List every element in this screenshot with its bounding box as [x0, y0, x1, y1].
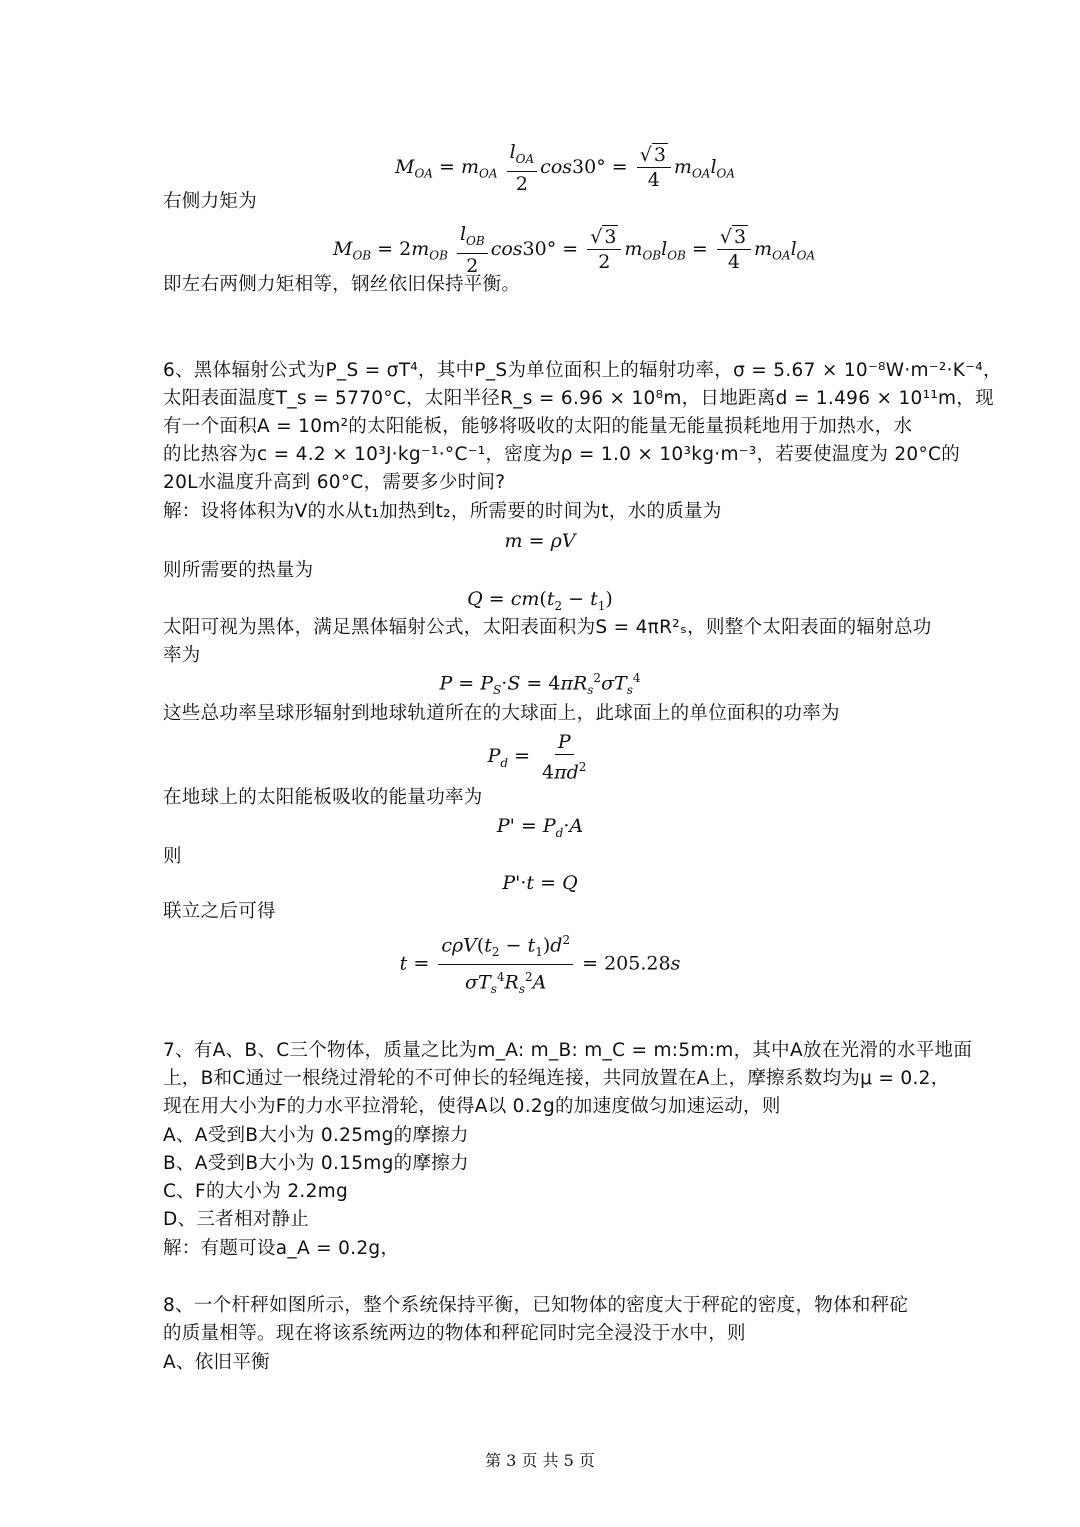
s6-sun-2: 率为 — [163, 645, 201, 666]
equation-pd: $P_d$ = $\frac{P}{4\pi d^2}$ — [487, 731, 587, 784]
q7-line-3: 现在用大小为F的力水平拉滑轮，使得A以 0.2g的加速度做匀加速运动，则 — [163, 1096, 781, 1117]
s6-line-1: 解：设将体积为V的水从t₁加热到t₂，所需要的时间为t，水的质量为 — [163, 501, 722, 522]
q8-option-a: A、依旧平衡 — [163, 1352, 270, 1373]
equation-pprime: $P' = P_d\cdot A$ — [496, 815, 584, 840]
q7-line-2: 上，B和C通过一根绕过滑轮的不可伸长的轻绳连接，共同放置在A上，摩擦系数均为μ = 0.2， — [163, 1068, 950, 1089]
text-balance: 即左右两侧力矩相等，钢丝依旧保持平衡。 — [163, 274, 521, 295]
equation-mob: $M_{OB} = 2m_{OB}$ $\frac{l_{OB}}{2}$ cos30° = $\frac{√ 3}{2}$ $m_{OB}l_{OB}$ = $\frac{√ 3}{4}$ $m_{OA}l_{OA}$ — [333, 223, 816, 277]
equation-moa: $M_{OA} = m_{OA}$ $\frac{l_{OA}}{2}$ cos30° = $\frac{√ 3}{4}$ $m_{OA}l_{OA}$ — [395, 141, 736, 195]
text-right-torque: 右侧力矩为 — [163, 191, 258, 212]
s6-then: 则 — [163, 846, 182, 867]
equation-pt: P'·t = Q — [502, 872, 578, 894]
q8-line-2: 的质量相等。现在将该系统两边的物体和秤砣同时完全浸没于水中，则 — [163, 1323, 746, 1344]
equation-p: $P = P_S\cdot S = 4\pi R_s^2\sigma T_s^4$ — [439, 671, 641, 698]
q7-line-1: 7、有A、B、C三个物体，质量之比为m_A: m_B: m_C = m:5m:m，其中A放在光滑的水平地面 — [163, 1040, 973, 1061]
q6-line-5: 20L水温度升高到 60°C，需要多少时间? — [163, 472, 506, 493]
s7-line: 解：有题可设a_A = 0.2g， — [163, 1238, 400, 1259]
equation-m: m = ρV — [504, 530, 576, 552]
page-footer: 第 3 页 共 5 页 — [485, 1451, 595, 1470]
q6-line-2: 太阳表面温度T_s = 5770°C，太阳半径R_s = 6.96 × 10⁸m，日地距离d = 1.496 × 10¹¹m，现 — [163, 388, 994, 409]
equation-q: $Q = cm(t_2 - t_1)$ — [467, 588, 613, 613]
s6-sphere: 这些总功率呈球形辐射到地球轨道所在的大球面上，此球面上的单位面积的功率为 — [163, 703, 840, 724]
q7-option-c: C、F的大小为 2.2mg — [163, 1181, 349, 1202]
s6-sun-1: 太阳可视为黑体，满足黑体辐射公式，太阳表面积为S = 4πR²ₛ，则整个太阳表面的辐射总功 — [163, 617, 932, 638]
q7-option-b: B、A受到B大小为 0.15mg的摩擦力 — [163, 1153, 469, 1174]
s6-combine: 联立之后可得 — [163, 901, 276, 922]
s6-heat: 则所需要的热量为 — [163, 560, 314, 581]
q6-line-1: 6、黑体辐射公式为P_S = σT⁴，其中P_S为单位面积上的辐射功率，σ = 5.67 × 10⁻⁸W·m⁻²·K⁻⁴， — [163, 360, 1002, 381]
q6-line-3: 有一个面积A = 10m²的太阳能板，能够将吸收的太阳的能量无能量损耗地用于加热水，水 — [163, 416, 913, 437]
q6-line-4: 的比热容为c = 4.2 × 10³J·kg⁻¹·°C⁻¹，密度为ρ = 1.0 × 10³kg·m⁻³，若要使温度为 20°C的 — [163, 444, 961, 465]
q7-option-d: D、三者相对静止 — [163, 1209, 310, 1230]
s6-panel: 在地球上的太阳能板吸收的能量功率为 — [163, 787, 483, 808]
q8-line-1: 8、一个杆秤如图所示，整个系统保持平衡，已知物体的密度大于秤砣的密度，物体和秤砣 — [163, 1295, 909, 1316]
equation-t: t = $\frac{c\rho V(t_2 - t_1)d^2}{\sigma T_s^4R_s^2A}$ = 205.28s — [0, 928, 1080, 1001]
q7-option-a: A、A受到B大小为 0.25mg的摩擦力 — [163, 1125, 469, 1146]
